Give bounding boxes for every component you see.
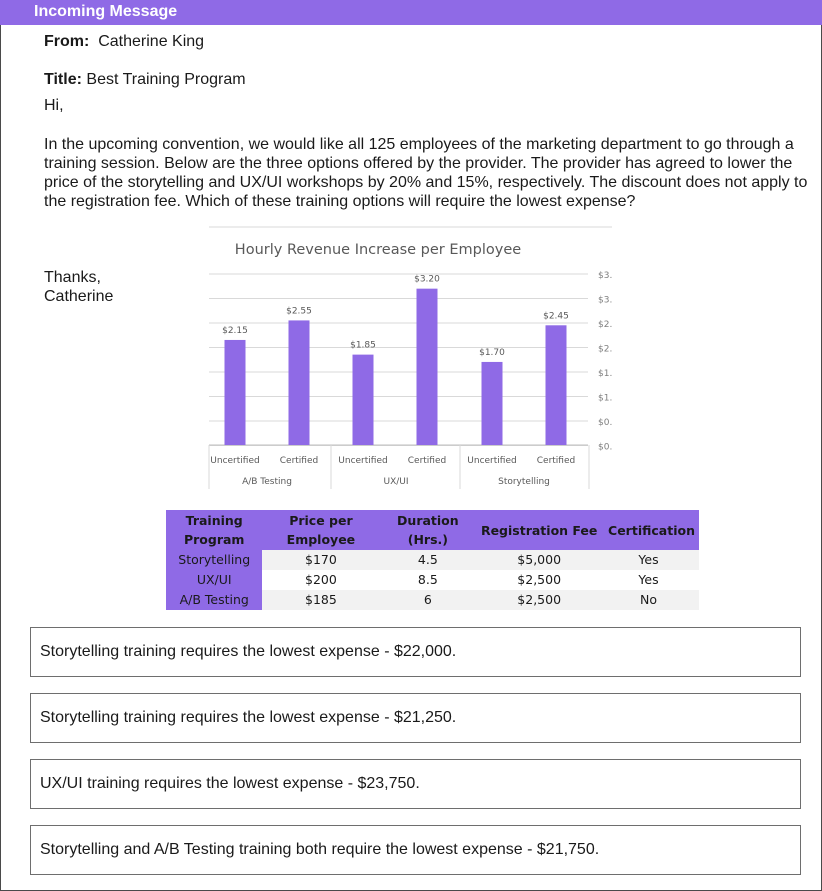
header-program-line2: Program [183, 532, 245, 547]
chart-bar [225, 340, 246, 445]
cell-cert: Yes [638, 572, 659, 587]
header-price-line2: Employee [286, 532, 356, 547]
title-line [44, 71, 246, 89]
bar-data-label: $1.85 [350, 340, 376, 351]
title-value: Best Training Program [86, 71, 246, 88]
cell-program: A/B Testing [166, 590, 262, 610]
x-tick-label: Uncertified [210, 456, 260, 466]
y-tick-label: $0. [598, 442, 613, 453]
cell-duration: 6 [379, 590, 476, 610]
y-tick-label: $0. [598, 418, 613, 428]
header-duration-line2: (Hrs.) [407, 532, 448, 547]
x-tick-label: Uncertified [467, 456, 517, 466]
x-tick-label: Uncertified [338, 456, 388, 466]
training-table [166, 510, 699, 610]
answer-option-b[interactable]: Storytelling training requires the lowest expense - $21,250. [30, 693, 801, 743]
answer-option-c[interactable]: UX/UI training requires the lowest expense - $23,750. [30, 759, 801, 809]
header-duration-line1: Duration [397, 513, 459, 528]
bar-data-label: $2.15 [222, 325, 248, 336]
chart-svg [206, 226, 614, 494]
y-tick-label: $1. [598, 393, 613, 404]
chart-bar [482, 362, 503, 445]
y-tick-label: $2. [598, 344, 613, 355]
table-row [166, 570, 699, 590]
title-label: Title: [44, 71, 82, 88]
group-label: UX/UI [383, 477, 409, 487]
signoff-thanks: Thanks, [44, 269, 101, 286]
cell-program: Storytelling [166, 550, 262, 570]
table-row [166, 590, 699, 610]
y-tick-label: $1. [598, 369, 613, 379]
bar-data-label: $1.70 [479, 347, 505, 358]
answer-options [30, 627, 802, 891]
header-price-line1: Price per [289, 513, 353, 528]
header-duration [379, 510, 476, 550]
chart-title: Hourly Revenue Increase per Employee [234, 242, 522, 258]
x-tick-label: Certified [407, 456, 447, 466]
revenue-chart [206, 226, 614, 494]
bar-data-label: $3.20 [414, 274, 440, 285]
greeting: Hi, [44, 97, 64, 114]
y-tick-label: $2. [598, 320, 613, 330]
header-price [262, 510, 379, 550]
answer-option-a[interactable]: Storytelling training requires the lowest expense - $22,000. [30, 627, 801, 677]
group-label: A/B Testing [242, 477, 292, 487]
from-value: Catherine King [98, 33, 205, 50]
y-tick-label: $3. [598, 295, 613, 306]
message-body: In the upcoming convention, we would like all 125 employees of the marketing department to go through a training session. Below are the three options offered by the provider. The provider has agreed to lower the price of the storytelling and UX/UI workshops by 20% and 15%, respectively. The discount does not apply to the registration fee. Which of these training options will require the lowest expense? [44, 136, 808, 210]
cell-cert: Yes [602, 550, 699, 570]
cell-fee: $5,000 [476, 550, 602, 570]
header-title: Incoming Message [34, 3, 178, 20]
from-label: From: [44, 33, 90, 50]
answer-option-d[interactable]: Storytelling and A/B Testing training both require the lowest expense - $21,750. [30, 825, 801, 875]
cell-fee: $2,500 [517, 572, 562, 587]
cell-price: $185 [262, 590, 379, 610]
header-program-line1: Training [185, 513, 243, 528]
x-tick-label: Certified [536, 456, 576, 466]
y-tick-label: $3. [598, 271, 613, 281]
table-header-row [166, 510, 699, 550]
cell-price: $170 [262, 550, 379, 570]
cell-price: $200 [305, 572, 337, 587]
chart-bar [289, 320, 310, 445]
cell-duration: 8.5 [417, 572, 438, 587]
cell-cert: No [602, 590, 699, 610]
x-tick-label: Certified [279, 456, 319, 466]
bar-data-label: $2.55 [286, 306, 312, 317]
header-cert: Certification [602, 510, 699, 550]
bar-data-label: $2.45 [543, 311, 569, 322]
cell-program: UX/UI [166, 570, 262, 590]
header-fee: Registration Fee [476, 510, 602, 550]
header-bar [0, 0, 822, 25]
cell-fee: $2,500 [476, 590, 602, 610]
chart-bar [353, 355, 374, 445]
chart-bar [546, 325, 567, 445]
header-program [166, 510, 262, 550]
from-line [44, 33, 204, 51]
group-label: Storytelling [498, 477, 550, 487]
signoff [44, 268, 113, 306]
table-row [166, 550, 699, 570]
cell-duration: 4.5 [379, 550, 476, 570]
chart-bar [417, 289, 438, 445]
signoff-name: Catherine [44, 288, 114, 305]
